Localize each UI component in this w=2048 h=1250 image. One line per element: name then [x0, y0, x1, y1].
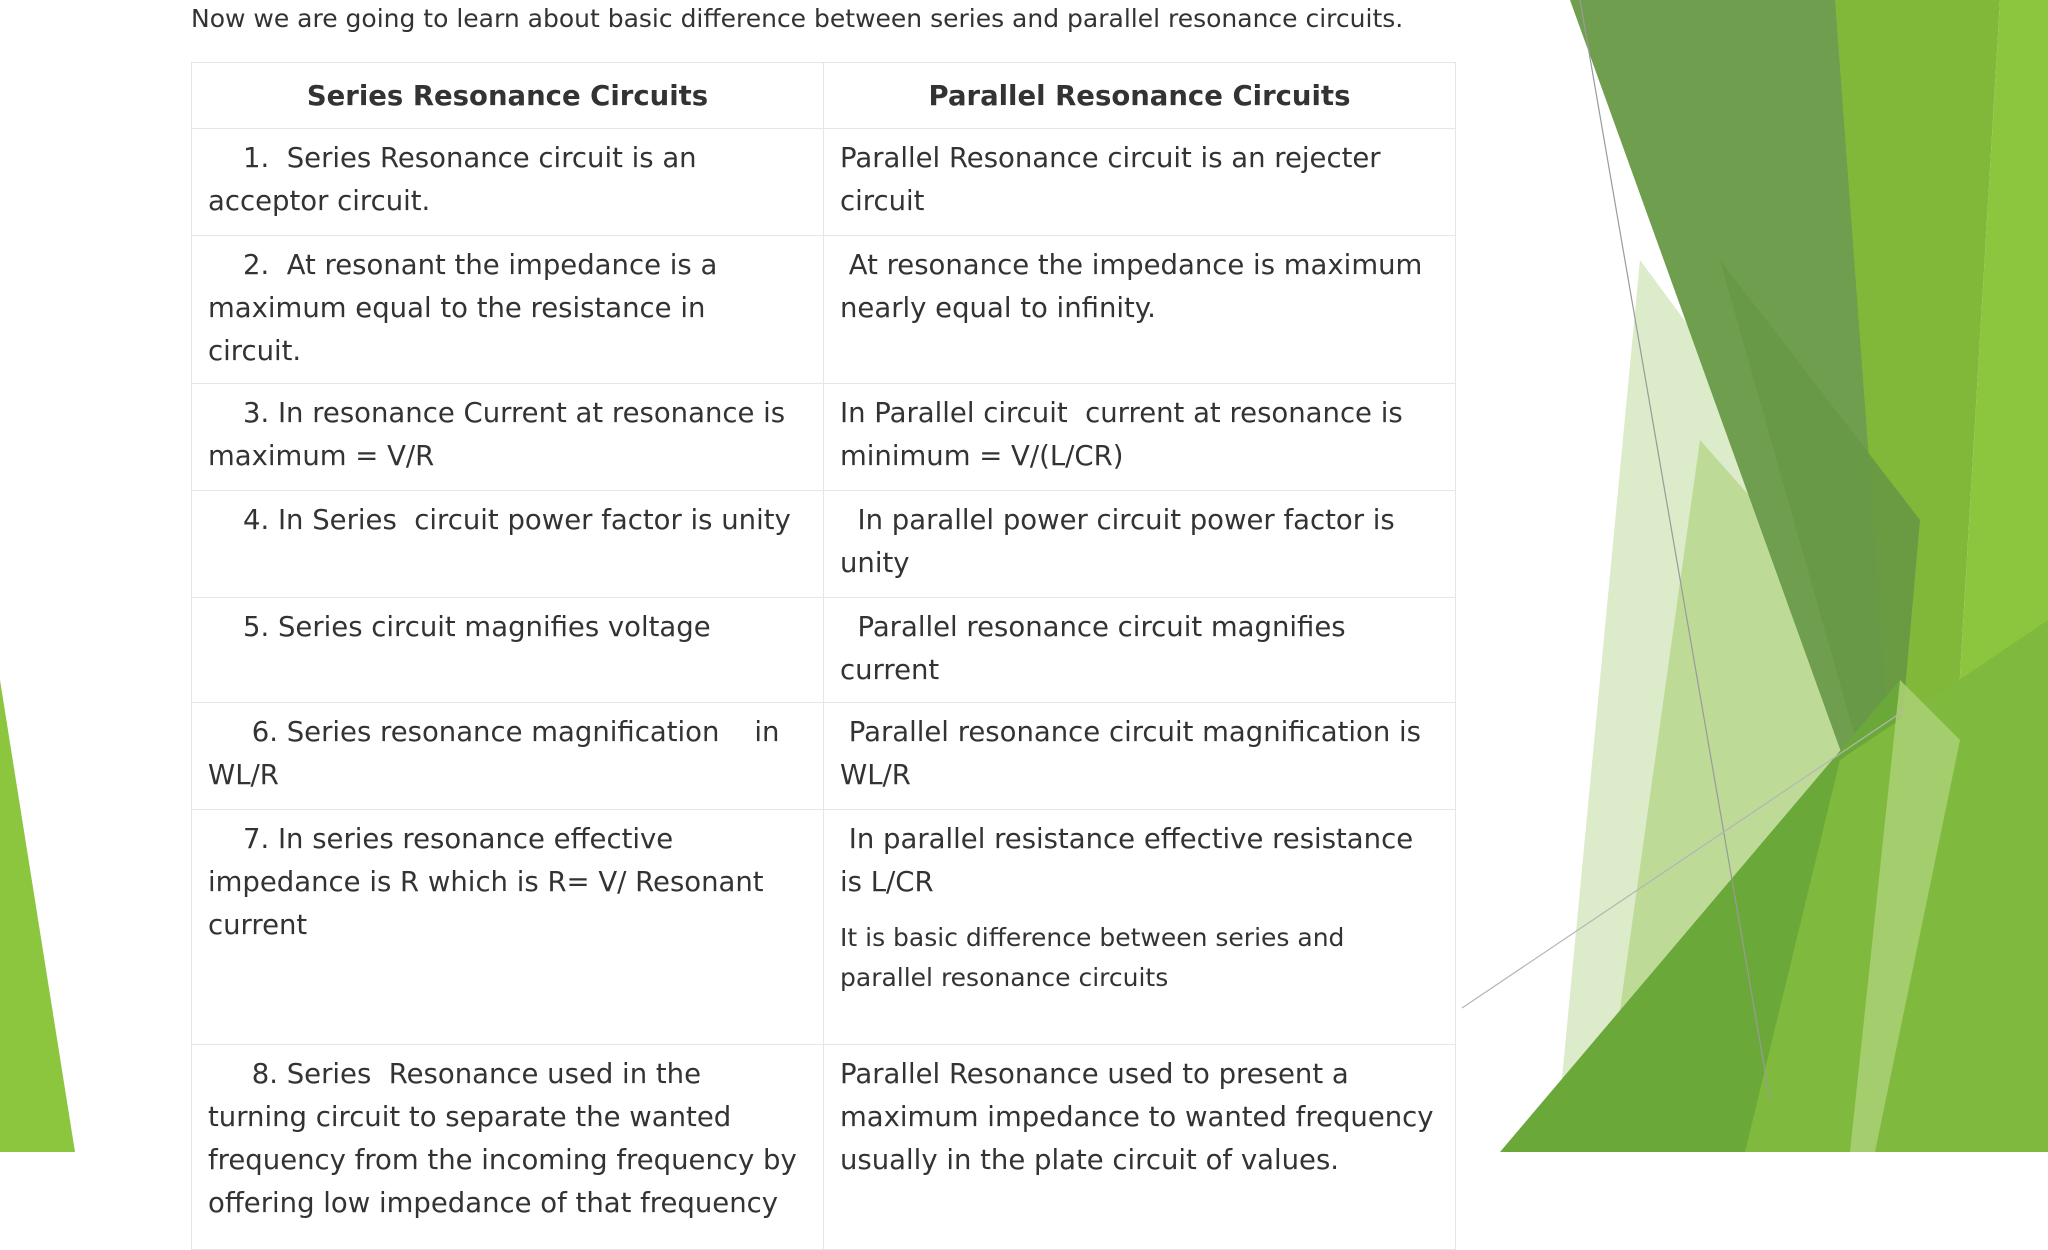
parallel-cell [824, 1045, 1456, 1250]
series-cell-text: 1. Series Resonance circuit is an acceptor circuit. [208, 142, 706, 217]
table-row [192, 236, 1456, 384]
header-series: Series Resonance Circuits [192, 63, 824, 129]
series-cell-text: 5. Series circuit magnifies voltage [208, 611, 711, 643]
intro-text: Now we are going to learn about basic difference between series and parallel resonance circuits. [191, 4, 1404, 33]
summary-note: It is basic difference between series and parallel resonance circuits [840, 923, 1345, 992]
series-cell-text: 3. In resonance Current at resonance is maximum = V/R [208, 397, 794, 472]
table-row [192, 129, 1456, 236]
parallel-cell [824, 129, 1456, 236]
series-cell [192, 129, 824, 236]
parallel-cell-text: Parallel resonance circuit magnifies current [840, 611, 1355, 686]
table-row [192, 491, 1456, 598]
parallel-cell [824, 384, 1456, 491]
parallel-cell-text: Parallel Resonance used to present a maximum impedance to wanted frequency usually in the plate circuit of values. [840, 1058, 1443, 1176]
series-cell-text: 6. Series resonance magnification in WL/R [208, 716, 789, 791]
table-row [192, 598, 1456, 703]
table-header-row [192, 63, 1456, 129]
series-cell [192, 491, 824, 598]
series-cell [192, 598, 824, 703]
parallel-cell-text: Parallel Resonance circuit is an rejecter circuit [840, 142, 1390, 217]
series-cell [192, 236, 824, 384]
table-row [192, 1045, 1456, 1250]
parallel-cell-text: In parallel power circuit power factor is unity [840, 504, 1404, 579]
header-parallel: Parallel Resonance Circuits [824, 63, 1456, 129]
series-cell [192, 384, 824, 491]
series-cell-text: 2. At resonant the impedance is a maximum equal to the resistance in circuit. [208, 249, 727, 367]
parallel-cell-text: At resonance the impedance is maximum nearly equal to infinity. [840, 249, 1432, 324]
parallel-cell [824, 236, 1456, 384]
table-row [192, 703, 1456, 810]
table-row [192, 384, 1456, 491]
series-cell [192, 703, 824, 810]
series-cell [192, 810, 824, 1045]
parallel-cell-text: In parallel resistance effective resistance is L/CR [840, 823, 1422, 898]
series-cell-text: 8. Series Resonance used in the turning circuit to separate the wanted frequency from the incoming frequency by offering low impedance of that frequency [208, 1058, 806, 1219]
series-cell-text: 7. In series resonance effective impedance is R which is R= V/ Resonant current [208, 823, 773, 941]
series-cell-text: 4. In Series circuit power factor is unity [208, 504, 791, 536]
parallel-cell [824, 703, 1456, 810]
parallel-cell-text: Parallel resonance circuit magnification is WL/R [840, 716, 1430, 791]
parallel-cell [824, 598, 1456, 703]
parallel-cell [824, 810, 1456, 1045]
series-cell [192, 1045, 824, 1250]
parallel-cell [824, 491, 1456, 598]
parallel-cell-text: In Parallel circuit current at resonance is minimum = V/(L/CR) [840, 397, 1412, 472]
comparison-table [191, 62, 1456, 1250]
table-row [192, 810, 1456, 1045]
